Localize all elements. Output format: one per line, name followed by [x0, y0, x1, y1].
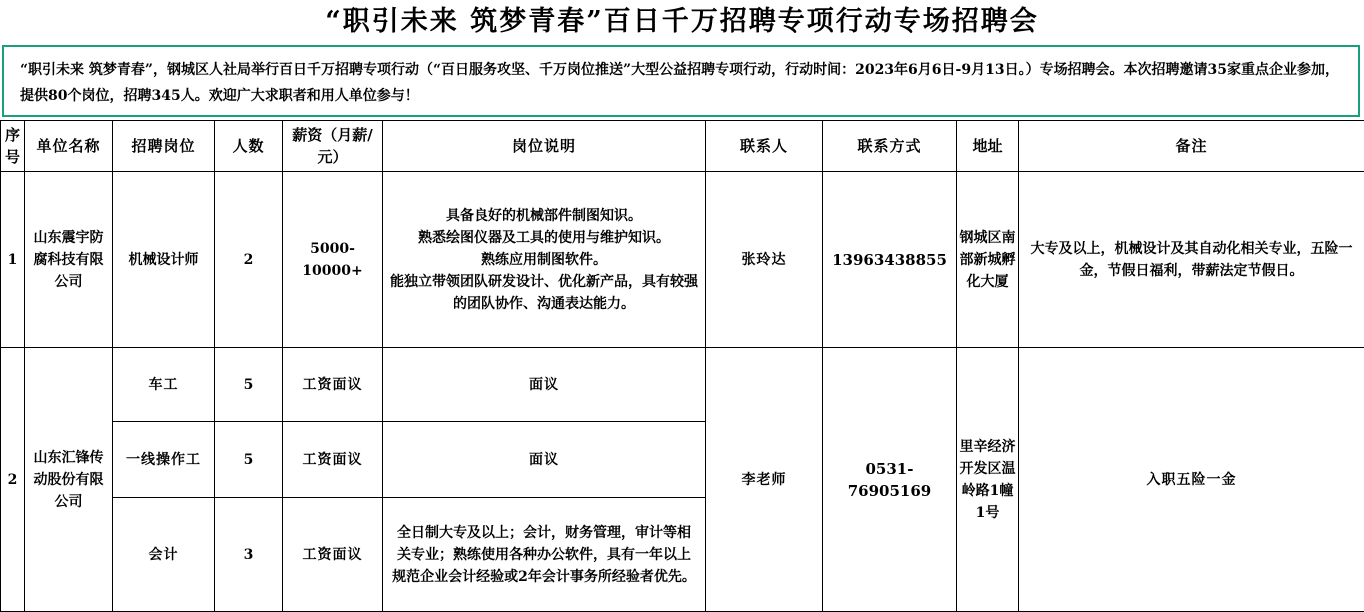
headcount: 5	[215, 422, 283, 498]
description-line: 能独立带领团队研发设计、优化新产品，具有较强的团队协作、沟通表达能力。	[390, 273, 698, 312]
position-name: 一线操作工	[113, 422, 215, 498]
description-line: 具备良好的机械部件制图知识。	[446, 207, 642, 224]
headcount: 5	[215, 348, 283, 422]
table-row	[1, 172, 1364, 348]
salary: 工资面议	[283, 498, 383, 612]
company-name: 山东震宇防腐科技有限公司	[25, 172, 113, 348]
header-count: 人数	[215, 121, 283, 172]
position-name: 会计	[113, 498, 215, 612]
job-description: 全日制大专及以上；会计，财务管理，审计等相关专业；熟练使用各种办公软件，具有一年以上规范企业会计经验或2年会计事务所经验者优先。	[383, 498, 706, 612]
salary: 5000-10000+	[283, 172, 383, 348]
row-no: 1	[1, 172, 25, 348]
position-name: 机械设计师	[113, 172, 215, 348]
header-address: 地址	[957, 121, 1019, 172]
address: 里辛经济开发区温岭路1幢1号	[957, 348, 1019, 612]
contact-person: 李老师	[706, 348, 823, 612]
remark: 大专及以上，机械设计及其自动化相关专业，五险一金，节假日福利，带薪法定节假日。	[1019, 172, 1364, 348]
description-line: 熟练应用制图软件。	[481, 251, 607, 268]
salary: 工资面议	[283, 422, 383, 498]
description-line: 熟悉绘图仪器及工具的使用与维护知识。	[418, 229, 670, 246]
position-name: 车工	[113, 348, 215, 422]
headcount: 3	[215, 498, 283, 612]
header-salary: 薪资（月薪/元）	[283, 121, 383, 172]
row-no: 2	[1, 348, 25, 612]
job-description: 面议	[383, 348, 706, 422]
header-remark: 备注	[1019, 121, 1364, 172]
page-title: “职引未来 筑梦青春”百日千万招聘专项行动专场招聘会	[325, 6, 1039, 37]
job-description: 面议	[383, 422, 706, 498]
table-header-row	[1, 121, 1364, 172]
header-contact: 联系人	[706, 121, 823, 172]
job-description	[383, 172, 706, 348]
intro-text: “职引未来 筑梦青春”，钢城区人社局举行百日千万招聘专项行动（“百日服务攻坚、千万岗位推送”大型公益招聘专项行动，行动时间：2023年6月6日-9月13日。）专场招聘会。本次招聘邀请35家重点企业参加，提供80个岗位，招聘345人。欢迎广大求职者和用人单位参与！	[2, 45, 1360, 117]
salary: 工资面议	[283, 348, 383, 422]
table-row	[1, 348, 1364, 422]
header-phone: 联系方式	[823, 121, 957, 172]
header-description: 岗位说明	[383, 121, 706, 172]
header-position: 招聘岗位	[113, 121, 215, 172]
address: 钢城区南部新城孵化大厦	[957, 172, 1019, 348]
contact-phone: 0531-76905169	[823, 348, 957, 612]
recruitment-table	[0, 120, 1364, 612]
contact-person: 张玲达	[706, 172, 823, 348]
headcount: 2	[215, 172, 283, 348]
contact-phone: 13963438855	[823, 172, 957, 348]
header-no: 序号	[1, 121, 25, 172]
header-company: 单位名称	[25, 121, 113, 172]
company-name: 山东汇锋传动股份有限公司	[25, 348, 113, 612]
remark: 入职五险一金	[1019, 348, 1364, 612]
